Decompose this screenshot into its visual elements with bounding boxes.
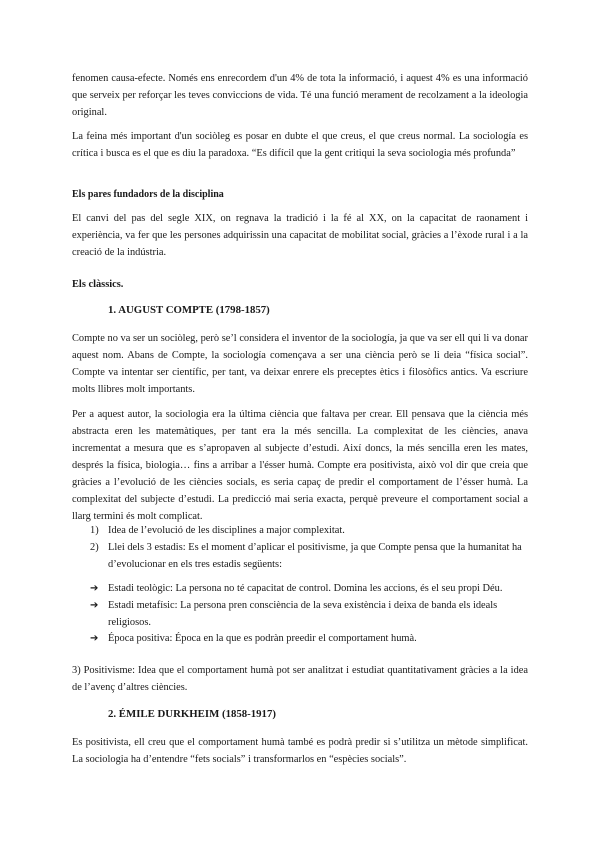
paragraph-compte-theory: Per a aquest autor, la sociologia era la última ciència que faltava per crear. Ell pensava que la ciència més abstracta eren les matemàtiques, per tant era la més sencilla. La complexitat de les ciències, anava incrementat a mesura que es s’apropaven al subjecte d’estudi. Així doncs, la més sencilla eren les mates, després la física, biologia… fins a arribar a l'ésser humà. Compte era positivista, això vol dir que creia que gràcies a l’evolució de les ciències socials, es seria capaç de predir el comportament de l’ésser humà. La complexitat del subjecte d’estudi. La predicció mai seria exacta, perquè preveure el comportament social a llarg termini és molt complicat.	[72, 409, 528, 522]
list-item-text: Estadi teològic: La persona no té capacitat de control. Domina les accions, és el seu propi Déu.	[108, 583, 503, 594]
paragraph-century-change: El canvi del pas del segle XIX, on regnava la tradició i la fé al XX, on la capacitat de raonament i experiència, va fer que les persones adquirissin una capacitat de mobilitat social, gràcies a l’èxode rural i a la creació de la indústria.	[72, 213, 528, 258]
list-item-text: Llei dels 3 estadis: Es el moment d’aplicar el positivisme, ja que Compte pensa que la humanitat ha d’evolucionar en els tres estadis següents:	[108, 542, 522, 570]
paragraph-intro: fenomen causa-efecte. Només ens enrecordem d'un 4% de tota la informació, i aquest 4% es una informació que serveix per reforçar les teves conviccions de vida. Té una funció merament de recolzament a la ideologia original.	[72, 73, 528, 118]
arrow-bullet-icon: ➔	[90, 633, 99, 644]
list-item-text: Época positiva: Época en la que es podràn preedir el comportament humà.	[108, 633, 417, 644]
arrow-item-metaphysical	[90, 597, 528, 631]
section-title-compte: 1. AUGUST COMPTE (1798-1857)	[108, 304, 270, 316]
list-marker: 1)	[90, 525, 99, 536]
paragraph-durkheim: Es positivista, ell creu que el comportament humà també es podrà predir si s’utilitza un mètode simplificat. La sociologia ha d’entendre “fets socials” i transformarlos en “espècies socials”.	[72, 737, 528, 765]
arrow-item-positive	[90, 630, 528, 647]
section-title-durkheim: 2. ÉMILE DURKHEIM (1858-1917)	[108, 708, 276, 720]
arrow-bullet-icon: ➔	[90, 583, 99, 594]
paragraph-sociologist-role: La feina més important d'un sociòleg es posar en dubte el que creus, el que creus normal. La sociología es crítica i busca es el que es diu la paradoxa. “Es difícil que la gent critiqui la seva sociologia més profunda”	[72, 131, 528, 159]
arrow-item-theological	[90, 580, 528, 597]
list-marker: 2)	[90, 542, 99, 553]
arrow-bullet-icon: ➔	[90, 600, 99, 611]
list-item-text: Estadi metafísic: La persona pren consciència de la seva existència i deixa de banda els ideals religiosos.	[108, 600, 498, 628]
heading-classics: Els clàssics.	[72, 279, 124, 290]
numbered-item-1	[90, 522, 528, 539]
paragraph-positivism: 3) Positivisme: Idea que el comportament humà pot ser analitzat i estudiat quantitativament gràcies a la idea de l’avenç d’altres ciències.	[72, 665, 528, 693]
numbered-item-2	[90, 539, 528, 573]
paragraph-compte-intro: Compte no va ser un sociòleg, però se’l considera el inventor de la sociología, ja que va ser ell qui li va donar aquest nom. Abans de Compte, la sociología començava a ser una ciència però se li deia “física social”. Compte va intentar ser científic, per tant, va deixar enrere els preceptes ètics i filosòfics antics. Va escriure molts llibres molt importants.	[72, 333, 528, 395]
heading-founders: Els pares fundadors de la disciplina	[72, 189, 224, 200]
list-item-text: Idea de l’evolució de les disciplines a major complexitat.	[108, 525, 345, 536]
